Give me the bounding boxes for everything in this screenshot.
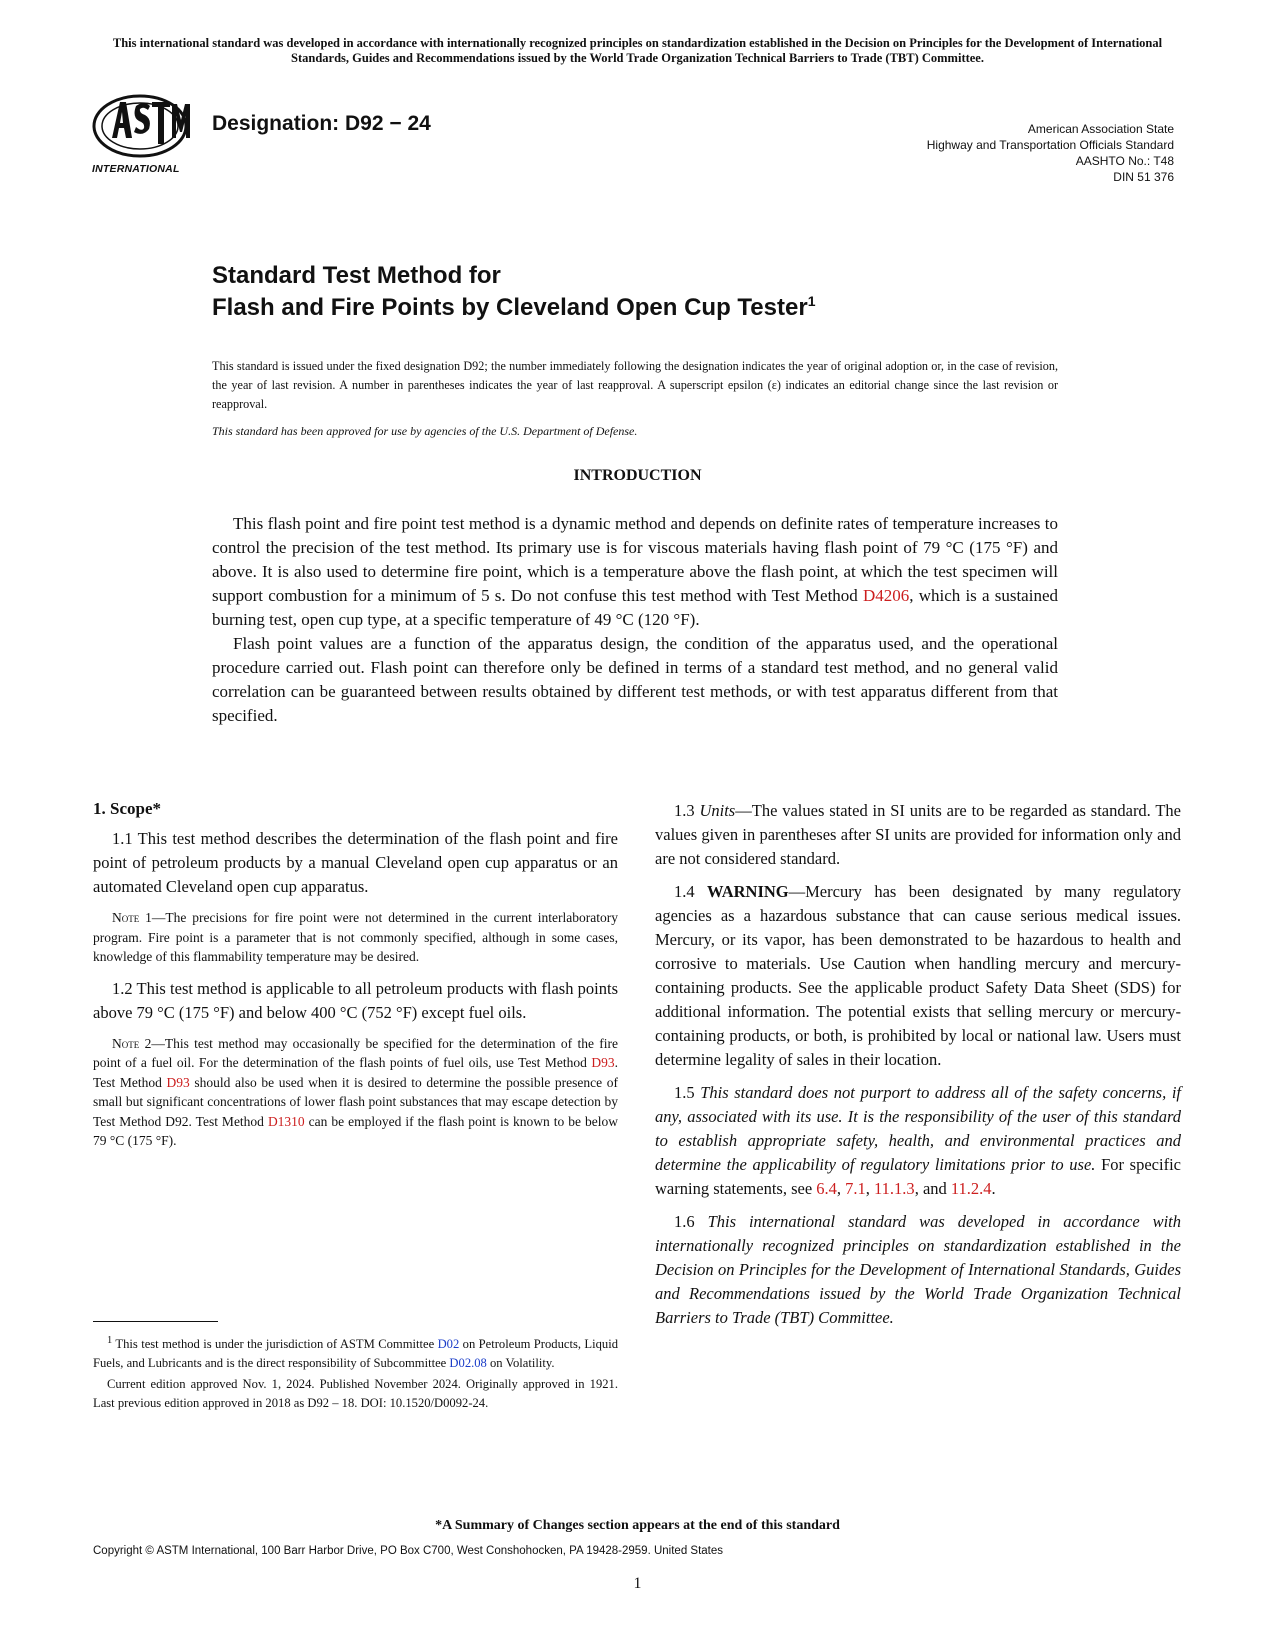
tbt-notice: This international standard was developed in accordance with internationally recognized principles on standardization established in the Decision on Principles for the Development of International Standards, Guides and Recommendations issued by the World Trade Organization Technical Barriers to Trade (TBT) Committee. <box>112 36 1163 65</box>
link-6-4[interactable]: 6.4 <box>816 1179 837 1198</box>
intro-paragraph-1: This flash point and fire point test method is a dynamic method and depends on definite rates of temperature increases to control the precision of the test method. Its primary use is for viscous materials having flash point of 79 °C (175 °F) and above. It is also used to determine fire point, which is a temperature above the flash point, at which the test specimen will support combustion for a minimum of 5 s. Do not confuse this test method with Test Method D4206, which is a sustained burning test, open cup type, at a specific temperature of 49 °C (120 °F). <box>212 514 1058 629</box>
footnote-divider <box>93 1321 218 1322</box>
link-d02[interactable]: D02 <box>437 1337 460 1352</box>
link-d02-08[interactable]: D02.08 <box>449 1356 487 1371</box>
footnotes <box>93 1331 618 1415</box>
logo-international-text: INTERNATIONAL <box>92 163 180 175</box>
link-d1310[interactable]: D1310 <box>267 1113 305 1129</box>
footnote-1: $^1$ This test method is under the jurisdiction of ASTM Committee D02 on Petroleum Products, Liquid Fuels, and Lubricants and is the direct responsibility of Subcommittee D02.08 on Volatility. <box>93 1335 618 1371</box>
footnote-edition: Current edition approved Nov. 1, 2024. Published November 2024. Originally approved in 1921. Last previous edition approved in 2018 as D92 – 18. DOI: 10.1520/D0092-24. <box>93 1377 618 1411</box>
link-d93-2[interactable]: D93 <box>166 1074 190 1090</box>
right-column <box>655 799 1181 1339</box>
introduction-body <box>212 512 1058 728</box>
astm-logo-icon <box>92 88 197 166</box>
dod-approval: This standard has been approved for use by agencies of the U.S. Department of Defense. <box>212 424 638 438</box>
issued-statement: This standard is issued under the fixed designation D92; the number immediately following the designation indicates the year of original adoption or, in the case of revision, the year of last revision. A number in parentheses indicates the year of last reapproval. A superscript epsilon (ε) indicates an editorial change since the last revision or reapproval. <box>212 359 1058 411</box>
intro-paragraph-2: Flash point values are a function of the apparatus design, the condition of the apparatus used, and the operational procedure carried out. Flash point can therefore only be defined in terms of a standard test method, and no general valid correlation can be guaranteed between results obtained by different test methods, or with test apparatus different from that specified. <box>212 634 1058 725</box>
aashto-line-4: DIN 51 376 <box>1113 170 1174 184</box>
scope-heading: 1. Scope* <box>93 799 161 818</box>
section-1-6: 1.6 This international standard was developed in accordance with internationally recognized principles on standardization established in the Decision on Principles for the Development of International Standards, Guides and Recommendations issued by the World Trade Organization Technical Barriers to Trade (TBT) Committee. <box>655 1212 1182 1327</box>
aashto-line-1: American Association State <box>1027 122 1174 136</box>
link-d4206[interactable]: D4206 <box>863 586 910 605</box>
aashto-line-2: Highway and Transportation Officials Standard <box>926 138 1174 152</box>
title-footnote-marker: 1 <box>807 293 816 309</box>
note-1: Note 1—The precisions for fire point were not determined in the current interlaboratory program. Fire point is a parameter that is not commonly specified, although in some cases, knowledge of this flammability temperature may be desired. <box>93 910 618 964</box>
section-1-1: 1.1 This test method describes the determination of the flash point and fire point of petroleum products by a manual Cleveland open cup apparatus or an automated Cleveland open cup apparatus. <box>93 829 618 896</box>
section-1-4: 1.4 WARNING—Mercury has been designated by many regulatory agencies as a hazardous substance that can cause serious medical issues. Mercury, or its vapor, has been demonstrated to be hazardous to health and corrosive to materials. Use Caution when handling mercury and mercury-containing products. See the applicable product Safety Data Sheet (SDS) for additional information. The potential exists that selling mercury or mercury-containing products, or both, is prohibited by local or national law. Users must determine legality of sales in their location. <box>655 882 1181 1069</box>
note-2: Note 2—This test method may occasionally be specified for the determination of the fire point of a fuel oil. For the determination of the flash points of fuel oils, use Test Method D93. Test Method D93 should also be used when it is desired to determine the possible presence of small but significant concentrations of lower flash point substances that may escape detection by Test Method D92. Test Method D1310 can be employed if the flash point is known to be below 79 °C (175 °F). <box>93 1035 619 1148</box>
title-text: Flash and Fire Points by Cleveland Open Cup Tester <box>212 294 808 321</box>
summary-of-changes-note: *A Summary of Changes section appears at the end of this standard <box>435 1518 840 1533</box>
aashto-block <box>927 121 1174 185</box>
copyright: Copyright © ASTM International, 100 Barr Harbor Drive, PO Box C700, West Conshohocken, PA 19428-2959. United States <box>93 1545 724 1557</box>
aashto-line-3: AASHTO No.: T48 <box>1075 154 1174 168</box>
section-1-2: 1.2 This test method is applicable to all petroleum products with flash points above 79 °C (175 °F) and below 400 °C (752 °F) except fuel oils. <box>93 978 618 1022</box>
designation: Designation: D92 − 24 <box>212 112 431 135</box>
section-1-5: 1.5 This standard does not purport to address all of the safety concerns, if any, associated with its use. It is the responsibility of the user of this standard to establish appropriate safety, health, and environmental practices and determine the applicability of regulatory limitations prior to use. For specific warning statements, see 6.4, 7.1, 11.1.3, and 11.2.4. <box>655 1083 1181 1198</box>
link-7-1[interactable]: 7.1 <box>845 1179 866 1198</box>
title-line-1: Standard Test Method for <box>212 262 501 289</box>
introduction-heading: INTRODUCTION <box>573 467 702 484</box>
link-d93[interactable]: D93 <box>591 1055 615 1070</box>
left-column <box>93 797 618 1161</box>
page-number: 1 <box>633 1575 642 1592</box>
title-line-2 <box>212 293 815 322</box>
link-11-1-3[interactable]: 11.1.3 <box>874 1179 915 1198</box>
link-11-2-4[interactable]: 11.2.4 <box>950 1179 992 1198</box>
section-1-3: 1.3 Units—The values stated in SI units are to be regarded as standard. The values given in parentheses after SI units are provided for information only and are not considered standard. <box>655 801 1181 868</box>
